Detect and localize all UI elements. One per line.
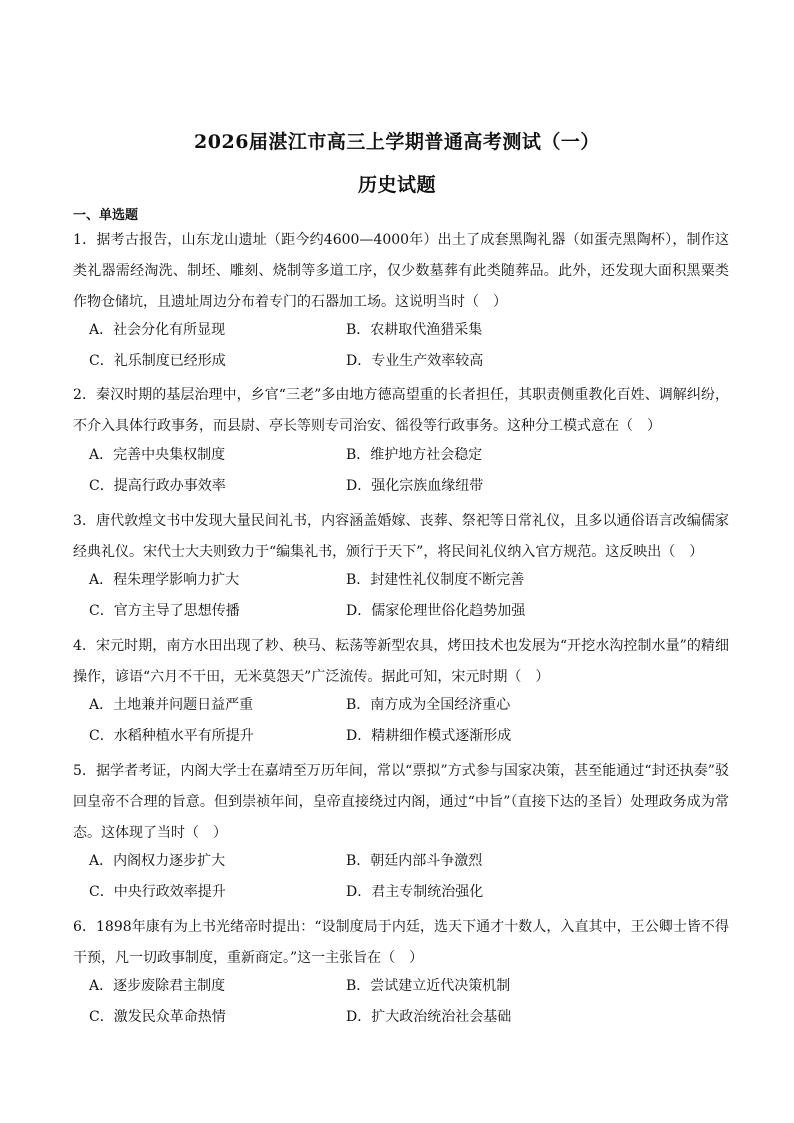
question-1-option-b: B．农耕取代渔猎采集 <box>346 322 483 338</box>
question-6-option-b: B．尝试建立近代决策机制 <box>346 978 511 994</box>
question-5-option-a: A．内阁权力逐步扩大 <box>89 853 226 869</box>
question-5-option-b: B．朝廷内部斗争激烈 <box>346 853 483 869</box>
question-4-option-d: D．精耕细作模式逐渐形成 <box>346 728 512 744</box>
question-5-stem: 5．据学者考证，内阁大学士在嘉靖至万历年间，常以“票拟”方式参与国家决策，甚至能通过“封还执奏”驳回皇帝不合理的旨意。但到崇祯年间，皇帝直接绕过内阁，通过“中旨”（直接下达的圣旨）处理政务成为常态。这体现了当时（ ） <box>73 763 729 841</box>
question-3-stem: 3．唐代敦煌文书中发现大量民间礼书，内容涵盖婚嫁、丧葬、祭祀等日常礼仪，且多以通俗语言改编儒家经典礼仪。宋代士大夫则致力于“编集礼书，颁行于天下”，将民间礼仪纳入官方规范。这反映出（ ） <box>73 513 729 560</box>
question-3-option-b: B．封建性礼仪制度不断完善 <box>346 572 525 588</box>
question-1-option-c: C．礼乐制度已经形成 <box>89 353 226 369</box>
question-6-stem: 6．1898年康有为上书光绪帝时提出：“设制度局于内廷，选天下通才十数人，入直其中，王公卿士皆不得干预，凡一切政事制度，重新商定。”这一主张旨在（ ） <box>73 919 729 966</box>
question-4-stem: 4．宋元时期，南方水田出现了耖、秧马、耘荡等新型农具，烤田技术也发展为“开挖水沟控制水量”的精细操作，谚语“六月不干田，无米莫怨天”广泛流传。据此可知，宋元时期（ ） <box>73 638 729 685</box>
question-6-option-a: A．逐步废除君主制度 <box>89 978 226 994</box>
question-1-option-a: A．社会分化有所显现 <box>89 322 226 338</box>
question-2-stem: 2．秦汉时期的基层治理中，乡官“三老”多由地方德高望重的长者担任，其职责侧重教化百姓、调解纠纷，不介入具体行政事务，而县尉、亭长等则专司治安、徭役等行政事务。这种分工模式意在（ ） <box>73 387 729 434</box>
section-heading: 一、单选题 <box>73 208 139 223</box>
question-5-option-d: D．君主专制统治强化 <box>346 884 484 900</box>
question-2-option-c: C．提高行政办事效率 <box>89 478 226 494</box>
question-3-option-c: C．官方主导了思想传播 <box>89 603 240 619</box>
question-6-option-c: C．激发民众革命热情 <box>89 1009 226 1025</box>
question-5-option-c: C．中央行政效率提升 <box>89 884 226 900</box>
exam-title: 2026届湛江市高三上学期普通高考测试（一） <box>194 131 600 153</box>
question-2-option-b: B．维护地方社会稳定 <box>346 447 483 463</box>
question-2-option-d: D．强化宗族血缘纽带 <box>346 478 484 494</box>
question-3-option-d: D．儒家伦理世俗化趋势加强 <box>346 603 526 619</box>
question-1-stem: 1．据考古报告，山东龙山遗址（距今约4600—4000年）出土了成套黑陶礼器（如蛋壳黑陶杯），制作这类礼器需经淘洗、制坯、雕刻、烧制等多道工序，仅少数墓葬有此类随葬品。此外，还发现大面积黑粟类作物仓储坑，且遗址周边分布着专门的石器加工场。这说明当时（ ） <box>73 232 729 310</box>
question-4-option-c: C．水稻种植水平有所提升 <box>89 728 254 744</box>
question-2-option-a: A．完善中央集权制度 <box>89 447 226 463</box>
question-4-option-b: B．南方成为全国经济重心 <box>346 697 511 713</box>
exam-subtitle: 历史试题 <box>357 174 436 196</box>
question-3-option-a: A．程朱理学影响力扩大 <box>89 572 240 588</box>
question-1-option-d: D．专业生产效率较高 <box>346 353 484 369</box>
question-4-option-a: A．土地兼并问题日益严重 <box>89 697 254 713</box>
question-6-option-d: D．扩大政治统治社会基础 <box>346 1009 512 1025</box>
